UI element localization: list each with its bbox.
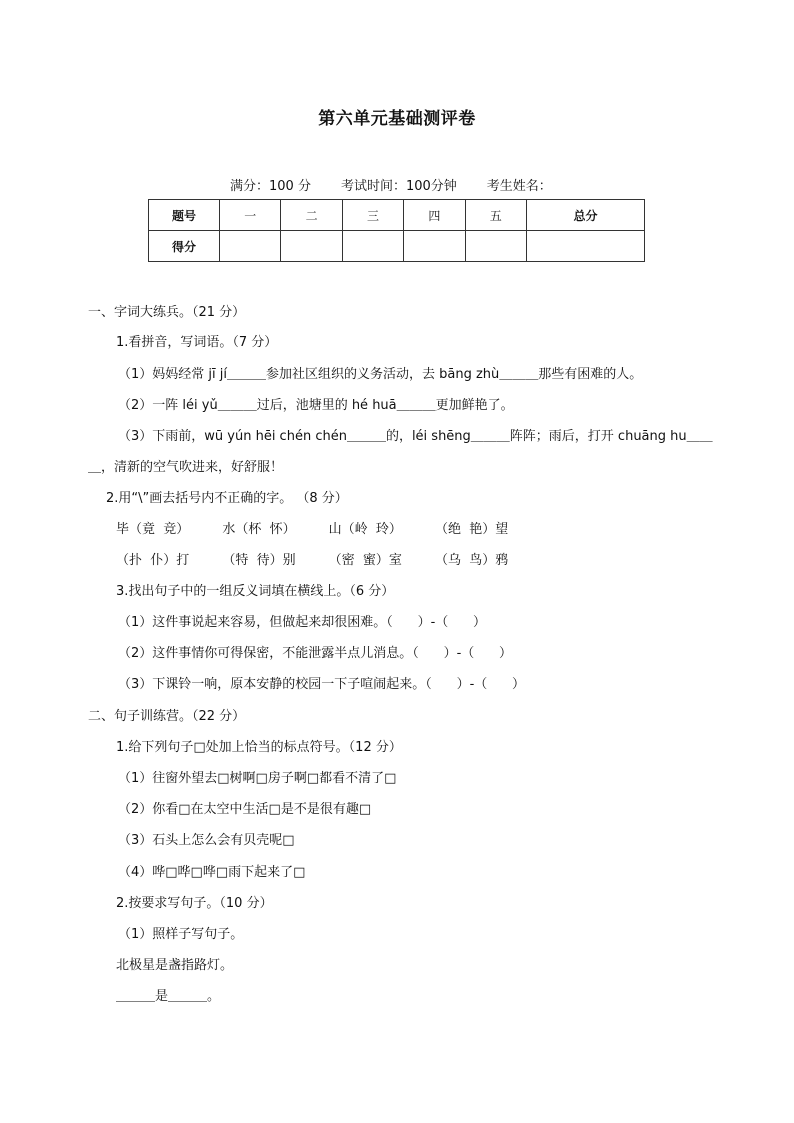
question-heading: 2.按要求写句子。（10 分）	[116, 896, 273, 911]
exam-meta	[230, 175, 582, 194]
question-item: （1）妈妈经常 jī jí＿＿＿参加社区组织的义务活动，去 bāng zhù＿＿＿那些有困难的人。	[118, 367, 643, 382]
question-heading: 1.给下列句子□处加上恰当的标点符号。（12 分）	[116, 740, 402, 755]
question-item: （3）下课铃一响，原本安静的校园一下子喧闹起来。（ ）-（ ）	[118, 677, 526, 692]
question-item: （2）你看□在太空中生活□是不是很有趣□	[118, 802, 372, 817]
question-item: （扑 仆）打 （特 待）别 （密 蜜）室 （乌 鸟）鸦	[116, 553, 509, 568]
score-cell[interactable]	[281, 231, 342, 262]
student-name-label: 考生姓名：	[486, 179, 552, 194]
question-item: （1）这件事说起来容易，但做起来却很困难。（ ）-（ ）	[118, 615, 487, 630]
question-item: （1）往窗外望去□树啊□房子啊□都看不清了□	[118, 771, 397, 786]
question-item-continued: ＿，清新的空气吹进来，好舒服！	[88, 460, 284, 475]
question-item: （2）一阵 léi yǔ＿＿＿过后，池塘里的 hé huā＿＿＿更加鲜艳了。	[118, 398, 514, 413]
question-item: （1）照样子写句子。	[118, 927, 244, 942]
question-item: （3）石头上怎么会有贝壳呢□	[118, 833, 295, 848]
score-cell[interactable]	[342, 231, 403, 262]
score-row-label: 得分	[149, 231, 220, 262]
question-heading: 1.看拼音，写词语。（7 分）	[116, 335, 278, 350]
score-table-header: 四	[404, 200, 465, 231]
score-cell[interactable]	[526, 231, 644, 262]
score-cell[interactable]	[404, 231, 465, 262]
score-table-header-row	[149, 200, 645, 231]
question-item: （3）下雨前，wū yún hēi chén chén＿＿＿的，léi shēng＿＿＿阵阵；雨后，打开 chuāng hu＿＿	[118, 429, 713, 444]
question-item: 毕（竟 竞） 水（杯 怀） 山（岭 玲） （绝 艳）望	[116, 522, 509, 537]
section-heading: 一、字词大练兵。（21 分）	[88, 305, 246, 320]
section-heading: 二、句子训练营。（22 分）	[88, 709, 246, 724]
example-sentence: 北极星是盏指路灯。	[116, 958, 234, 973]
score-table	[148, 199, 645, 262]
question-heading: 2.用“\”画去括号内不正确的字。 （8 分）	[106, 491, 348, 506]
score-table-header: 二	[281, 200, 342, 231]
score-cell[interactable]	[220, 231, 281, 262]
question-item: （2）这件事情你可得保密，不能泄露半点儿消息。（ ）-（ ）	[118, 646, 513, 661]
score-table-header: 三	[342, 200, 403, 231]
score-table-header: 一	[220, 200, 281, 231]
score-table-header: 五	[465, 200, 526, 231]
score-table-header: 总分	[526, 200, 644, 231]
score-table-score-row	[149, 231, 645, 262]
exam-time: 考试时间：100分钟	[340, 179, 457, 194]
answer-template: ＿＿＿是＿＿＿。	[116, 989, 221, 1004]
score-table-header: 题号	[149, 200, 220, 231]
question-item: （4）哗□哗□哗□雨下起来了□	[118, 865, 306, 880]
question-heading: 3.找出句子中的一组反义词填在横线上。（6 分）	[116, 584, 395, 599]
page-title: 第六单元基础测评卷	[318, 109, 476, 129]
full-score: 满分：100 分	[230, 179, 311, 194]
score-cell[interactable]	[465, 231, 526, 262]
